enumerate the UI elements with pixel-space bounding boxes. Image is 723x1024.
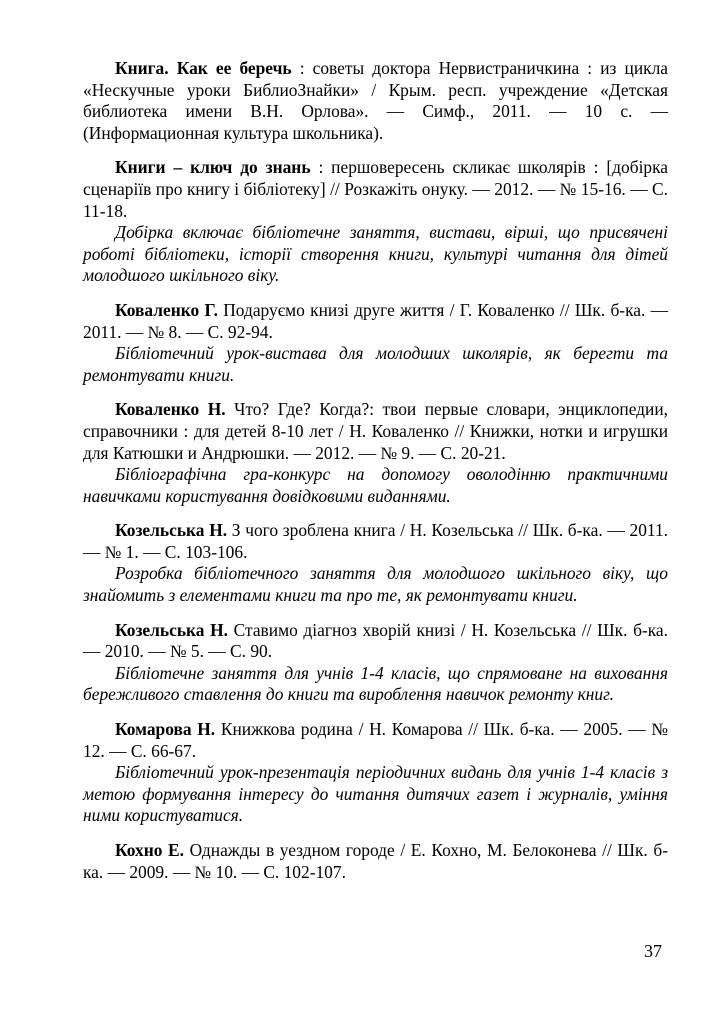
entry-reference bbox=[83, 300, 668, 343]
page-number: 37 bbox=[644, 941, 662, 961]
entry-details: Что? Где? Когда?: твои первые словари, энциклопедии, справочники : для детей 8-10 лет / Н. Коваленко // Книжки, нотки и игрушки для Катюшки и Андрюшки. — 2012. — № 9. — С. 20-21. bbox=[83, 399, 668, 463]
bibliography-page bbox=[83, 58, 668, 896]
entry-author: Козельська Н. bbox=[115, 619, 228, 640]
entry-annotation: Бібліотечний урок-презентація періодичних видань для учнів 1-4 класів з метою формування інтересу до читання дитячих газет і журналів, уміння ними користуватися. bbox=[83, 762, 668, 826]
entry-annotation: Бібліотечний урок-вистава для молодших школярів, як берегти та ремонтувати книги. bbox=[83, 343, 668, 385]
entry-reference bbox=[83, 719, 668, 762]
entry-author: Книга. Как ее беречь bbox=[115, 58, 292, 78]
entry-author: Коваленко Г. bbox=[115, 299, 218, 320]
bibliography-entry bbox=[83, 719, 668, 827]
entry-author: Козельська Н. bbox=[115, 520, 228, 541]
bibliography-entry bbox=[83, 300, 668, 386]
entry-reference bbox=[83, 399, 668, 464]
entry-details: Книжкова родина / Н. Комарова // Шк. б-ка. — 2005. — № 12. — С. 66-67. bbox=[83, 719, 668, 761]
entry-details: : советы доктора Нервистраничкина : из цикла «Нескучные уроки БиблиоЗнайки» / Крым. респ. учреждение «Детская библиотека имени В.Н. Орлова». — Симф., 2011. — 10 с. — (Информационная культура школьника). bbox=[83, 58, 668, 143]
entry-reference bbox=[83, 620, 668, 663]
entry-author: Книги – ключ до знань bbox=[115, 157, 311, 178]
entry-annotation: Бібліотечне заняття для учнів 1-4 класів, що спрямоване на виховання бережливого ставлення до книги та вироблення навичок ремонту книг. bbox=[83, 662, 668, 705]
entry-annotation: Добірка включає бібліотечне заняття, вистави, вірші, що присвячені роботі бібліотеки, історії створення книги, культурі читання для дітей молодшого шкільного віку. bbox=[83, 222, 668, 286]
entry-details: Ставимо діагноз хворій книзі / Н. Козельська // Шк. б-ка. — 2010. — № 5. — С. 90. bbox=[83, 619, 668, 662]
entry-annotation: Розробка бібліотечного заняття для молодшого шкільного віку, що знайомить з елементами книги та про те, як ремонтувати книги. bbox=[83, 563, 668, 606]
entry-author: Кохно Е. bbox=[115, 840, 184, 860]
entry-details: Однажды в уездном городе / Е. Кохно, М. Белоконева // Шк. б-ка. — 2009. — № 10. — С. 102-107. bbox=[83, 840, 668, 882]
bibliography-entry bbox=[83, 157, 668, 287]
entry-details: З чого зроблена книга / Н. Козельська // Шк. б-ка. — 2011. — № 1. — С. 103-106. bbox=[83, 520, 668, 562]
bibliography-entry bbox=[83, 399, 668, 507]
bibliography-entry bbox=[83, 520, 668, 606]
bibliography-entry bbox=[83, 840, 668, 883]
bibliography-entry bbox=[83, 620, 668, 706]
entry-reference bbox=[83, 157, 668, 222]
entry-annotation: Бібліографічна гра-конкурс на допомогу оволодінню практичними навичками користування довідковими виданнями. bbox=[83, 464, 668, 506]
entry-author: Комарова Н. bbox=[115, 719, 216, 740]
entry-reference bbox=[83, 520, 668, 563]
bibliography-entry bbox=[83, 58, 668, 144]
entry-reference bbox=[83, 58, 668, 144]
entry-author: Коваленко Н. bbox=[115, 399, 226, 420]
entry-details: Подаруємо книзі друге життя / Г. Коваленко // Шк. б-ка. — 2011. — № 8. — С. 92-94. bbox=[83, 299, 668, 342]
entry-reference bbox=[83, 840, 668, 883]
entry-details: : першовересень скликає школярів : [добірка сценаріїв про книгу і бібліотеку] // Розкажіть онуку. — 2012. — № 15-16. — С. 11-18. bbox=[83, 157, 668, 221]
